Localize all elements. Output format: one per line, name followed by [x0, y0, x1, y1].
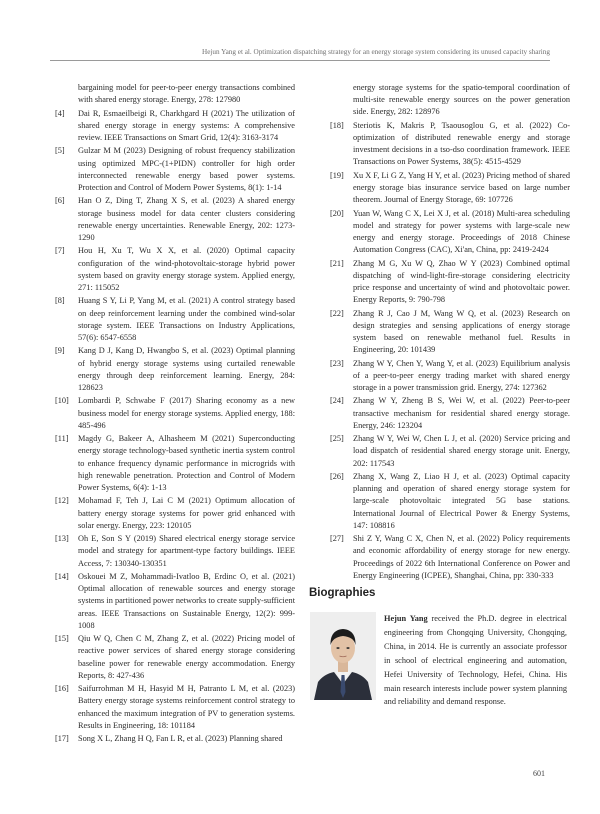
reference-text: Gulzar M M (2023) Designing of robust frequency stabilization using optimized MPC-(1+PIDN) controller for high order interconnected renewable energy based power systems. Protection and Control of Modern Power Systems, 8(1): 1-14: [78, 146, 295, 192]
reference-number: [15]: [55, 634, 69, 644]
reference-number: [27]: [330, 534, 344, 544]
reference-text: Xu X F, Li G Z, Yang H Y, et al. (2023) Pricing method of shared energy storage bias insurance service based on large number theorem. Journal of Energy Storage, 69: 107726: [353, 170, 570, 205]
reference-number: [17]: [55, 734, 69, 744]
reference-entry: [55, 733, 295, 745]
reference-number: [5]: [55, 146, 65, 156]
reference-number: [10]: [55, 396, 69, 406]
reference-number: [6]: [55, 196, 65, 206]
reference-number: [16]: [55, 684, 69, 694]
reference-text: Zhang X, Wang Z, Liao H J, et al. (2023) Optimal capacity planning and operation of shared energy storage system for large-scale photovoltaic integrated 5G base stations. International Journal of Electrical Power & Energy Systems, 147: 108816: [353, 471, 570, 530]
reference-text: Dai R, Esmaeilbeigi R, Charkhgard H (2021) The utilization of shared energy storage in energy systems: A comprehensive review. IEEE Transactions on Smart Grid, 12(4): 3163-3174: [78, 108, 295, 142]
reference-number: [19]: [330, 170, 344, 180]
reference-entry: [330, 533, 570, 582]
author-name: Hejun Yang: [384, 614, 428, 623]
reference-text: Han O Z, Ding T, Zhang X S, et al. (2023) A shared energy storage business model for data center clusters considering renewable energy uncertainties. Renewable Energy, 202: 1273-1290: [78, 196, 295, 242]
reference-entry: [330, 433, 570, 470]
reference-entry: [330, 395, 570, 432]
reference-text: Magdy G, Bakeer A, Alhasheem M (2021) Superconducting energy storage technology-based synthetic inertia system control to enhance frequency dynamic performance in microgrids with high renewable penetration. Protection and Control of Modern Power Systems, 6(4): 1-13: [78, 434, 295, 492]
reference-number: [18]: [330, 120, 344, 130]
reference-text: Huang S Y, Li P, Yang M, et al. (2021) A control strategy based on deep reinforcement learning under the combined wind-solar storage system. IEEE Transactions on Industry Applications, 57(6): 6547-6558: [78, 296, 295, 342]
references-left-column: [55, 82, 295, 747]
reference-text: Zhang M G, Xu W Q, Zhao W Y (2023) Combined optimal dispatching of wind-light-fire-storage considering electricity price response and uncertainty of wind and photovoltaic power. Energy Reports, 9: 790-798: [353, 258, 570, 305]
reference-number: [22]: [330, 308, 344, 318]
references-right-column: [330, 82, 570, 583]
reference-number: [24]: [330, 396, 344, 406]
reference-number: [26]: [330, 471, 344, 481]
reference-entry: [55, 145, 295, 194]
reference-number: [11]: [55, 434, 69, 444]
reference-number: [20]: [330, 208, 344, 218]
reference-entry: [330, 358, 570, 395]
author-portrait-image: [310, 612, 376, 700]
reference-number: [4]: [55, 108, 65, 118]
reference-entry: [55, 433, 295, 494]
reference-number: [9]: [55, 346, 65, 356]
reference-text: Oh E, Son S Y (2019) Shared electrical energy storage service model and strategy for apartment-type factory buildings. IEEE Access, 7: 130340-130351: [78, 534, 295, 568]
reference-entry: [330, 82, 570, 119]
author-biography: [384, 612, 567, 709]
reference-entry: [330, 258, 570, 307]
reference-number: [12]: [55, 496, 69, 506]
reference-text: Zhang R J, Cao J M, Wang W Q, et al. (2023) Research on design strategies and sensing applications of energy storage system based on renewable methanol fuel. Results in Engineering, 20: 101439: [353, 308, 570, 355]
reference-text: bargaining model for peer-to-peer energy transactions combined with shared energy storage. Energy, 278: 127980: [78, 83, 295, 105]
reference-text: Steriotis K, Makris P, Tsaousoglou G, et al. (2022) Co-optimization of distributed renewable energy and storage investment decisions in a tso-dso coordination framework. IEEE Transactions on Power Systems, 38(5): 4515-4529: [353, 120, 570, 167]
reference-entry: [55, 82, 295, 106]
author-biography-text: received the Ph.D. degree in electrical engineering from Chongqing University, Chongqing, China, in 2014. He is currently an associate professor in school of electrical engineering and automation, Hefei University of Technology, Hefei, China. His main research interests include power system planning and reliability and demand response.: [384, 614, 567, 707]
reference-text: energy storage systems for the spatio-temporal coordination of multi-site renewable energy sources on the power generation side. Energy, 282: 128976: [353, 83, 570, 117]
reference-entry: [55, 533, 295, 570]
reference-entry: [55, 633, 295, 682]
reference-text: Shi Z Y, Wang C X, Chen N, et al. (2022) Policy requirements and economic affordability of energy storage for new energy. Proceedings of 2022 6th International Conference on Power and Energy Engineering (ICPEE), Shanghai, China, pp: 330-333: [353, 534, 570, 580]
reference-text: Mohamad F, Teh J, Lai C M (2021) Optimum allocation of battery energy storage systems for power grid enhanced with solar energy. Energy, 223: 120105: [78, 496, 295, 530]
page-number: 601: [533, 769, 545, 778]
reference-entry: [55, 495, 295, 532]
reference-number: [14]: [55, 571, 69, 581]
reference-number: [25]: [330, 434, 344, 444]
author-photo: [310, 612, 376, 700]
reference-entry: [330, 120, 570, 169]
biographies-heading: Biographies: [309, 587, 376, 599]
reference-entry: [55, 395, 295, 432]
reference-text: Zhang W Y, Zheng B S, Wei W, et al. (2022) Peer-to-peer transactive mechanism for residential shared energy storage. Energy, 246: 123204: [353, 396, 570, 430]
reference-number: [7]: [55, 246, 65, 256]
reference-number: [23]: [330, 358, 344, 368]
reference-number: [13]: [55, 534, 69, 544]
reference-text: Zhang W Y, Wei W, Chen L J, et al. (2020) Service pricing and load dispatch of residential shared energy storage unit. Energy, 202: 117543: [353, 434, 570, 468]
reference-entry: [55, 195, 295, 244]
reference-entry: [55, 245, 295, 294]
reference-entry: [55, 345, 295, 394]
reference-entry: [55, 683, 295, 732]
reference-entry: [55, 571, 295, 632]
reference-number: [21]: [330, 258, 344, 268]
reference-entry: [330, 170, 570, 207]
reference-entry: [55, 108, 295, 145]
reference-text: Saifurrohman M H, Hasyid M H, Patranto L M, et al. (2023) Battery energy storage systems reinforcement control strategy to enhanced the maximum integration of PV to generation systems. Results in Engineering, 18: 101184: [78, 684, 295, 730]
reference-entry: [330, 208, 570, 257]
reference-text: Yuan W, Wang C X, Lei X J, et al. (2018) Multi-area scheduling model and strategy for power systems with large-scale new energy and energy storage. Proceedings of 2018 Chinese Automation Congress (CAC), Xi'an, China, pp: 2419-2424: [353, 208, 570, 255]
header-rule: [50, 60, 550, 61]
reference-text: Zhang W Y, Chen Y, Wang Y, et al. (2023) Equilibrium analysis of a peer-to-peer energy trading market with shared energy storage in a power transmission grid. Energy, 274: 127362: [353, 358, 570, 392]
reference-text: Kang D J, Kang D, Hwangbo S, et al. (2023) Optimal planning of hybrid energy storage systems using curtailed renewable energy through deep reinforcement learning. Energy, 284: 128623: [78, 346, 295, 392]
running-head: Hejun Yang et al. Optimization dispatching strategy for an energy storage system considering its unused capacity sharing: [202, 48, 550, 56]
reference-text: Oskouei M Z, Mohammadi-Ivatloo B, Erdinc O, et al. (2021) Optimal allocation of renewable sources and energy storage systems in partitioned power networks to create supply-sufficient areas. IEEE Transactions on Sustainable Energy, 12(2): 999-1008: [78, 571, 295, 630]
reference-number: [8]: [55, 296, 65, 306]
reference-entry: [330, 471, 570, 532]
page-header: [0, 0, 600, 62]
reference-entry: [55, 295, 295, 344]
reference-text: Hou H, Xu T, Wu X X, et al. (2020) Optimal capacity configuration of the wind-photovoltaic-storage hybrid power system based on gravity energy storage system. Applied energy, 271: 115052: [78, 246, 295, 292]
reference-entry: [330, 308, 570, 357]
reference-text: Qiu W Q, Chen C M, Zhang Z, et al. (2022) Pricing model of reactive power services of shared energy storage considering baseline power for renewable energy accommodation. Energy Reports, 8: 427-436: [78, 634, 295, 680]
reference-text: Song X L, Zhang H Q, Fan L R, et al. (2023) Planning shared: [78, 734, 283, 744]
reference-text: Lombardi P, Schwabe F (2017) Sharing economy as a new business model for energy storage systems. Applied energy, 188: 485-496: [78, 396, 295, 430]
